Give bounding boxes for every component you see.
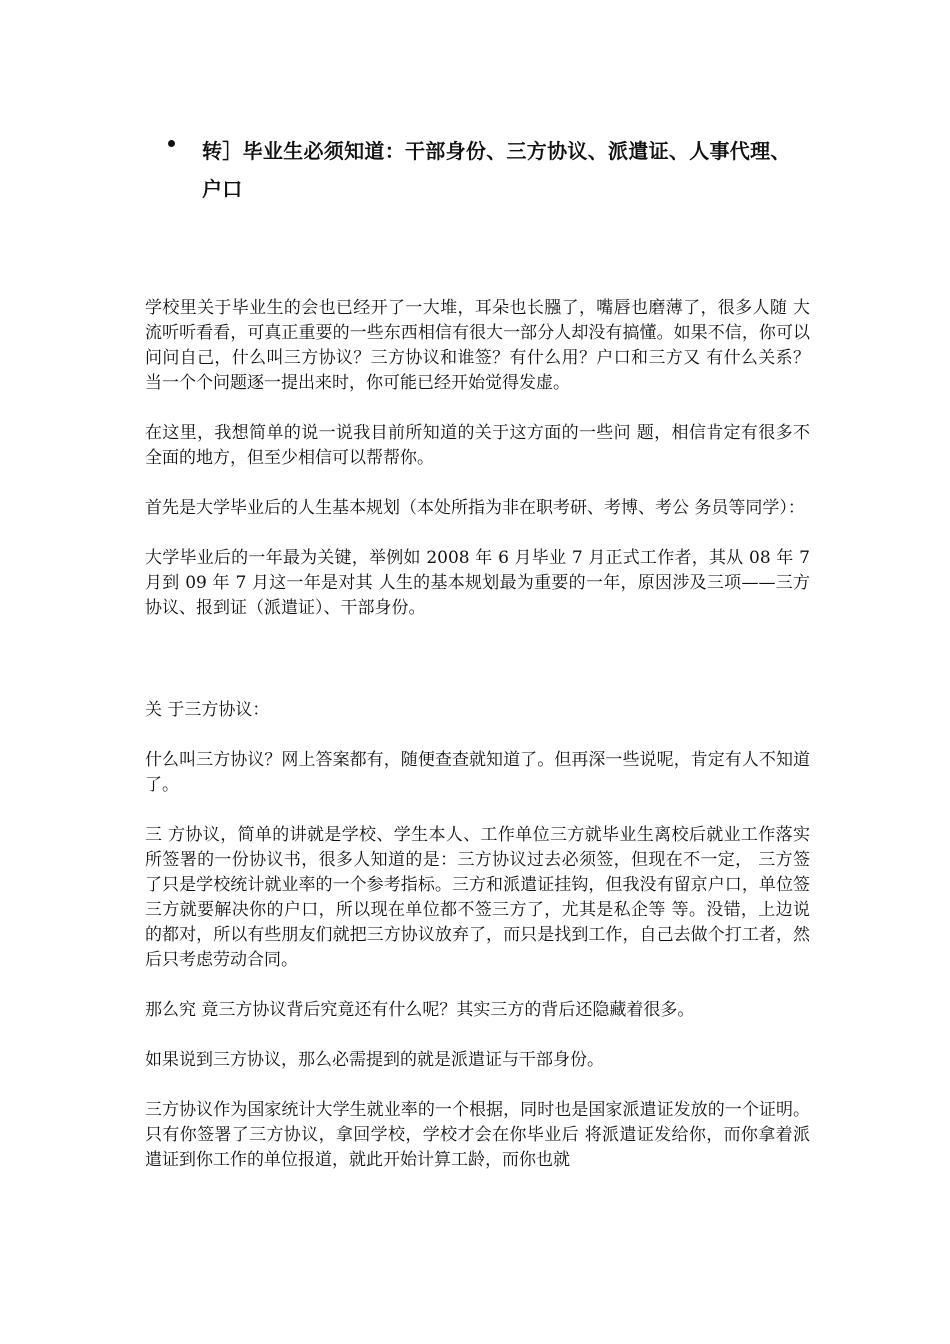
paragraph: 什么叫三方协议？网上答案都有，随便查查就知道了。但再深一些说呢，肯定有人不知道了。: [145, 750, 810, 795]
section-heading: 关 于三方协议：: [145, 700, 270, 720]
title-line-2: 户口: [202, 177, 243, 201]
title-text: [202, 132, 858, 208]
paragraph: 那么究 竟三方协议背后究竟还有什么呢？其实三方的背后还隐藏着很多。: [145, 1000, 695, 1020]
paragraph: 三方协议作为国家统计大学生就业率的一个根据，同时也是国家派遣证发放的一个证明。只有你签署了三方协议，拿回学校，学校才会在你毕业后 将派遣证发给你，而你拿着派遣证到你工作的单位报道，就此开始计算工龄，而你也就: [145, 1100, 810, 1170]
title-line-1: 转］毕业生必须知道：干部身份、三方协议、派遣证、人事代理、: [202, 139, 791, 163]
document-body: [145, 296, 810, 1198]
paragraph: 学校里关于毕业生的会也已经开了一大堆，耳朵也长膙了，嘴唇也磨薄了，很多人随 大流听听看看，可真正重要的一些东西相信有很大一部分人却没有搞懂。如果不信，你可以问问自己，什么叫三方协议？三方协议和谁签？有什么用？户口和三方又 有什么关系？当一个个问题逐一提出来时，你可能已经开始觉得发虚。: [145, 298, 810, 393]
spacer: [145, 646, 810, 698]
document-title: [168, 132, 858, 208]
paragraph: 三 方协议，简单的讲就是学校、学生本人、工作单位三方就毕业生离校后就业工作落实所签署的一份协议书，很多人知道的是：三方协议过去必须签，但现在不一定， 三方签了只是学校统计就业率的一个参考指标。三方和派遣证挂钩，但我没有留京户口，单位签三方就要解决你的户口，所以现在单位都不签三方了，尤其是私企等 等。没错，上边说的都对，所以有些朋友们就把三方协议放弃了，而只是找到工作，自己去做个打工者，然后只考虑劳动合同。: [145, 825, 810, 970]
paragraph: 在这里，我想简单的说一说我目前所知道的关于这方面的一些问 题，相信肯定有很多不全面的地方，但至少相信可以帮帮你。: [145, 423, 810, 468]
paragraph: 首先是大学毕业后的人生基本规划（本处所指为非在职考研、考博、考公 务员等同学）：: [145, 498, 805, 518]
bullet-icon: [168, 140, 175, 147]
paragraph: 如果说到三方协议，那么必需提到的就是派遣证与干部身份。: [145, 1050, 604, 1070]
paragraph: 大学毕业后的一年最为关键，举例如 2008 年 6 月毕业 7 月正式工作者，其从 08 年 7 月到 09 年 7 月这一年是对其 人生的基本规划最为重要的一年，原因涉及三项——三方协议、报到证（派遣证）、干部身份。: [145, 548, 810, 618]
